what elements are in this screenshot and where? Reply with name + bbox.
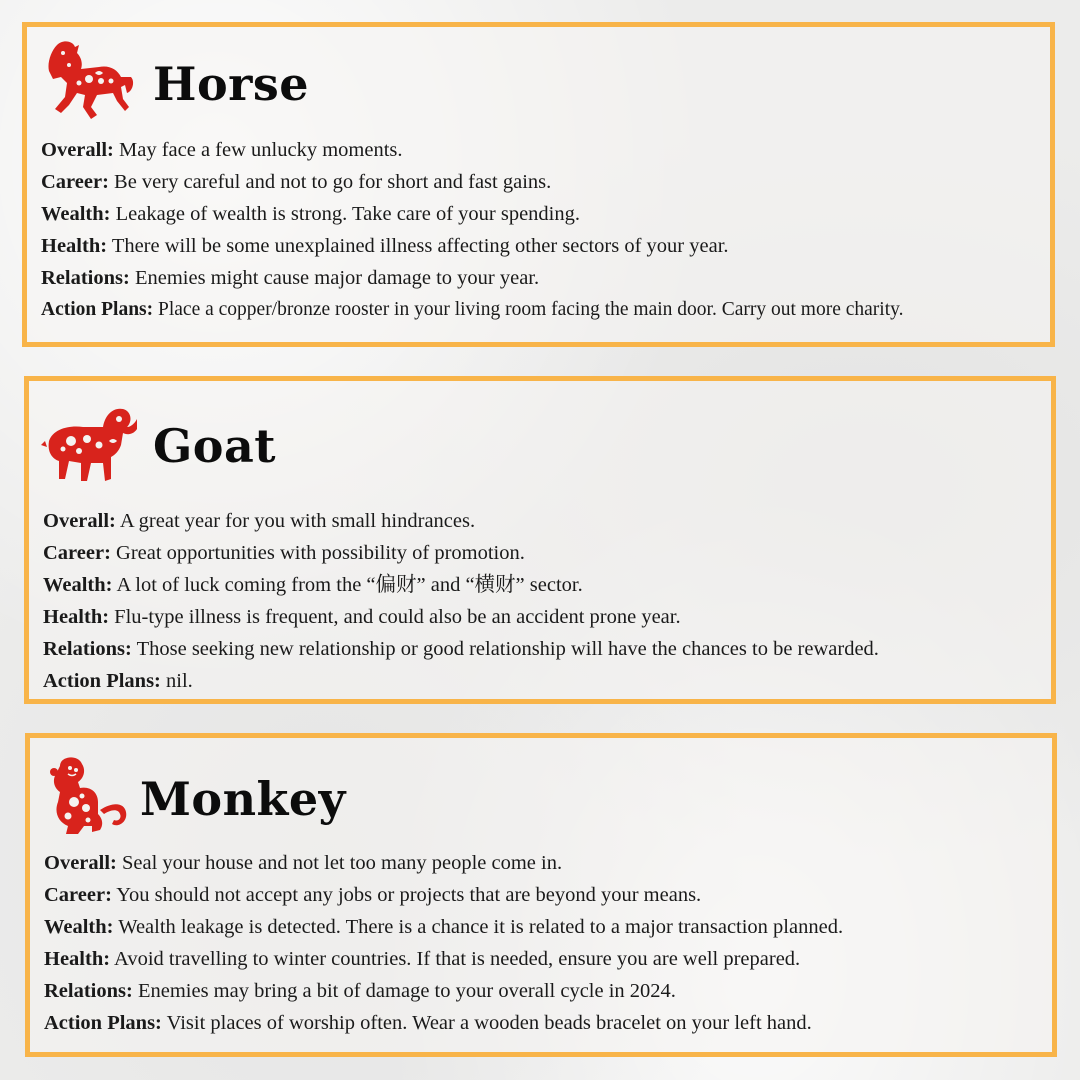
goat-details bbox=[43, 505, 879, 697]
row-text: A lot of luck coming from the “偏财” and “横财” sector. bbox=[116, 574, 583, 596]
monkey-details bbox=[44, 847, 843, 1039]
row-text: nil. bbox=[166, 670, 193, 692]
row-wealth bbox=[44, 911, 843, 943]
row-text: Those seeking new relationship or good relationship will have the chances to be rewarded. bbox=[136, 638, 879, 660]
row-label: Relations: bbox=[41, 267, 130, 289]
goat-card bbox=[24, 376, 1056, 704]
row-career bbox=[44, 879, 843, 911]
row-label: Overall: bbox=[44, 852, 117, 874]
row-label: Wealth: bbox=[44, 916, 114, 938]
row-overall bbox=[44, 847, 843, 879]
row-text: A great year for you with small hindrances. bbox=[119, 510, 476, 532]
row-label: Action Plans: bbox=[44, 1012, 162, 1034]
row-action-plans bbox=[43, 665, 879, 697]
row-label: Health: bbox=[44, 948, 111, 970]
horse-icon bbox=[39, 37, 139, 127]
row-label: Relations: bbox=[43, 638, 132, 660]
row-wealth bbox=[41, 198, 903, 230]
row-text: May face a few unlucky moments. bbox=[119, 139, 403, 161]
row-label: Action Plans: bbox=[41, 299, 154, 320]
row-label: Career: bbox=[43, 542, 111, 564]
monkey-card bbox=[25, 733, 1057, 1057]
row-label: Wealth: bbox=[43, 574, 113, 596]
row-label: Wealth: bbox=[41, 203, 111, 225]
row-label: Overall: bbox=[43, 510, 116, 532]
monkey-icon bbox=[38, 752, 138, 842]
card-title: Horse bbox=[153, 57, 310, 111]
row-text: You should not accept any jobs or projects that are beyond your means. bbox=[116, 884, 702, 906]
row-text: Seal your house and not let too many people come in. bbox=[122, 852, 563, 874]
row-health bbox=[41, 230, 903, 262]
row-text: Enemies may bring a bit of damage to your overall cycle in 2024. bbox=[137, 980, 676, 1002]
row-text: Place a copper/bronze rooster in your living room facing the main door. Carry out more charity. bbox=[158, 299, 904, 320]
row-label: Action Plans: bbox=[43, 670, 161, 692]
row-action-plans bbox=[41, 294, 903, 326]
horse-details bbox=[41, 134, 903, 326]
card-title: Monkey bbox=[140, 772, 346, 826]
row-text: Visit places of worship often. Wear a wooden beads bracelet on your left hand. bbox=[166, 1012, 812, 1034]
row-label: Overall: bbox=[41, 139, 114, 161]
row-text: Be very careful and not to go for short and fast gains. bbox=[114, 171, 552, 193]
row-health bbox=[43, 601, 879, 633]
row-career bbox=[41, 166, 903, 198]
row-overall bbox=[43, 505, 879, 537]
row-text: Flu-type illness is frequent, and could also be an accident prone year. bbox=[114, 606, 681, 628]
card-title: Goat bbox=[153, 419, 277, 473]
row-relations bbox=[43, 633, 879, 665]
row-relations bbox=[41, 262, 903, 294]
row-label: Health: bbox=[41, 235, 108, 257]
row-text: Leakage of wealth is strong. Take care of your spending. bbox=[115, 203, 580, 225]
horse-card bbox=[22, 22, 1055, 347]
row-career bbox=[43, 537, 879, 569]
row-label: Health: bbox=[43, 606, 110, 628]
row-relations bbox=[44, 975, 843, 1007]
row-text: There will be some unexplained illness affecting other sectors of your year. bbox=[111, 235, 729, 257]
row-label: Career: bbox=[44, 884, 112, 906]
row-wealth bbox=[43, 569, 879, 601]
row-action-plans bbox=[44, 1007, 843, 1039]
goat-icon bbox=[39, 401, 139, 491]
row-text: Enemies might cause major damage to your year. bbox=[134, 267, 540, 289]
row-health bbox=[44, 943, 843, 975]
row-text: Avoid travelling to winter countries. If that is needed, ensure you are well prepared. bbox=[114, 948, 801, 970]
row-label: Career: bbox=[41, 171, 109, 193]
row-text: Great opportunities with possibility of promotion. bbox=[116, 542, 525, 564]
row-overall bbox=[41, 134, 903, 166]
row-text: Wealth leakage is detected. There is a chance it is related to a major transaction planned. bbox=[118, 916, 844, 938]
row-label: Relations: bbox=[44, 980, 133, 1002]
